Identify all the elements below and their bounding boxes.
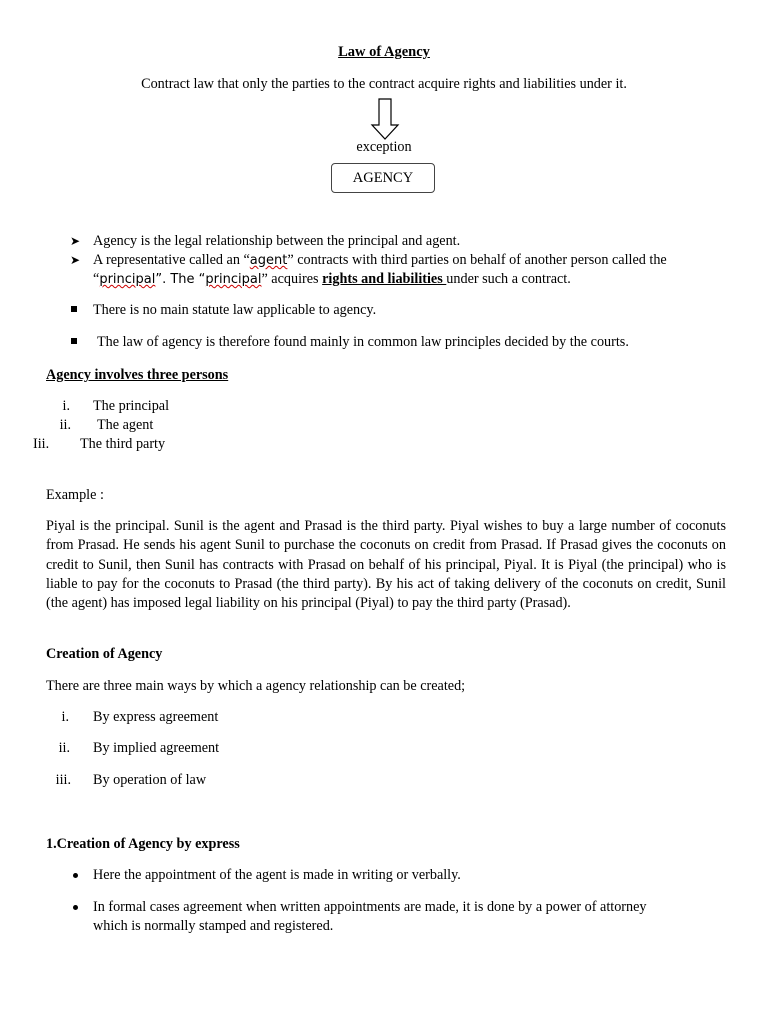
list-number: iii. bbox=[55, 772, 71, 788]
square-bullet-item: The law of agency is therefore found mainly in common law principles decided by the courts. bbox=[97, 334, 629, 350]
agent-term: agent bbox=[249, 253, 288, 268]
example-label: Example : bbox=[46, 487, 104, 503]
arrow-bullet-icon: ➤ bbox=[70, 234, 81, 248]
arrow-bullet-item: Agency is the legal relationship between the principal and agent. bbox=[93, 233, 461, 249]
agency-box: AGENCY bbox=[331, 163, 435, 193]
bullet-dot-icon bbox=[73, 905, 78, 910]
express-heading: 1.Creation of Agency by express bbox=[46, 836, 240, 852]
bullet-item: Here the appointment of the agent is made in writing or verbally. bbox=[93, 867, 461, 883]
list-item: By implied agreement bbox=[93, 740, 220, 756]
creation-intro: There are three main ways by which a agency relationship can be created; bbox=[46, 678, 466, 694]
bullet-dot-icon bbox=[73, 873, 78, 878]
exception-label: exception bbox=[356, 139, 412, 155]
list-item: The principal bbox=[93, 398, 170, 414]
list-number: i. bbox=[61, 709, 69, 725]
arrow-bullet-continuation: “principal”. The “principal” acquires rights and liabilities under such a contract. bbox=[93, 271, 571, 287]
arrow-bullet-item: A representative called an “agent” contracts with third parties on behalf of another person called the bbox=[93, 252, 667, 268]
square-bullet-item: There is no main statute law applicable to agency. bbox=[93, 302, 377, 318]
square-bullet-icon bbox=[71, 306, 77, 312]
list-number: Iii. bbox=[33, 436, 50, 452]
rights-liabilities-term: rights and liabilities bbox=[322, 271, 447, 287]
square-bullet-icon bbox=[71, 338, 77, 344]
list-number: i. bbox=[62, 398, 70, 414]
page-title: Law of Agency bbox=[338, 44, 430, 60]
down-arrow-icon bbox=[370, 98, 400, 140]
list-number: ii. bbox=[58, 740, 70, 756]
list-item: The agent bbox=[97, 417, 154, 433]
persons-heading: Agency involves three persons bbox=[46, 367, 229, 383]
bullet-item-continuation: which is normally stamped and registered. bbox=[93, 918, 334, 934]
creation-heading: Creation of Agency bbox=[46, 646, 163, 662]
arrow-bullet-icon: ➤ bbox=[70, 253, 81, 267]
list-item: By operation of law bbox=[93, 772, 207, 788]
list-item: By express agreement bbox=[93, 709, 219, 725]
bullet-item: In formal cases agreement when written appointments are made, it is done by a power of attorney bbox=[93, 899, 647, 915]
intro-text: Contract law that only the parties to the contract acquire rights and liabilities under it. bbox=[141, 76, 627, 92]
list-item: The third party bbox=[80, 436, 166, 452]
list-number: ii. bbox=[59, 417, 71, 433]
example-paragraph: Piyal is the principal. Sunil is the agent and Prasad is the third party. Piyal wishes to buy a large number of coconuts from Prasad. He sends his agent Sunil to purchase the coconuts on credit from Prasad. If Prasad gives the coconuts on credit to Sunil, then Sunil has contracts with Prasad on behalf of his principal, Piyal. It is Piyal (the principal) who is liable to pay for the coconuts to Prasad (the third party). By his act of taking delivery of the coconuts on credit, Sunil (the agent) has imposed legal liability on his principal (Piyal) to pay the third party (Prasad). bbox=[46, 518, 726, 612]
